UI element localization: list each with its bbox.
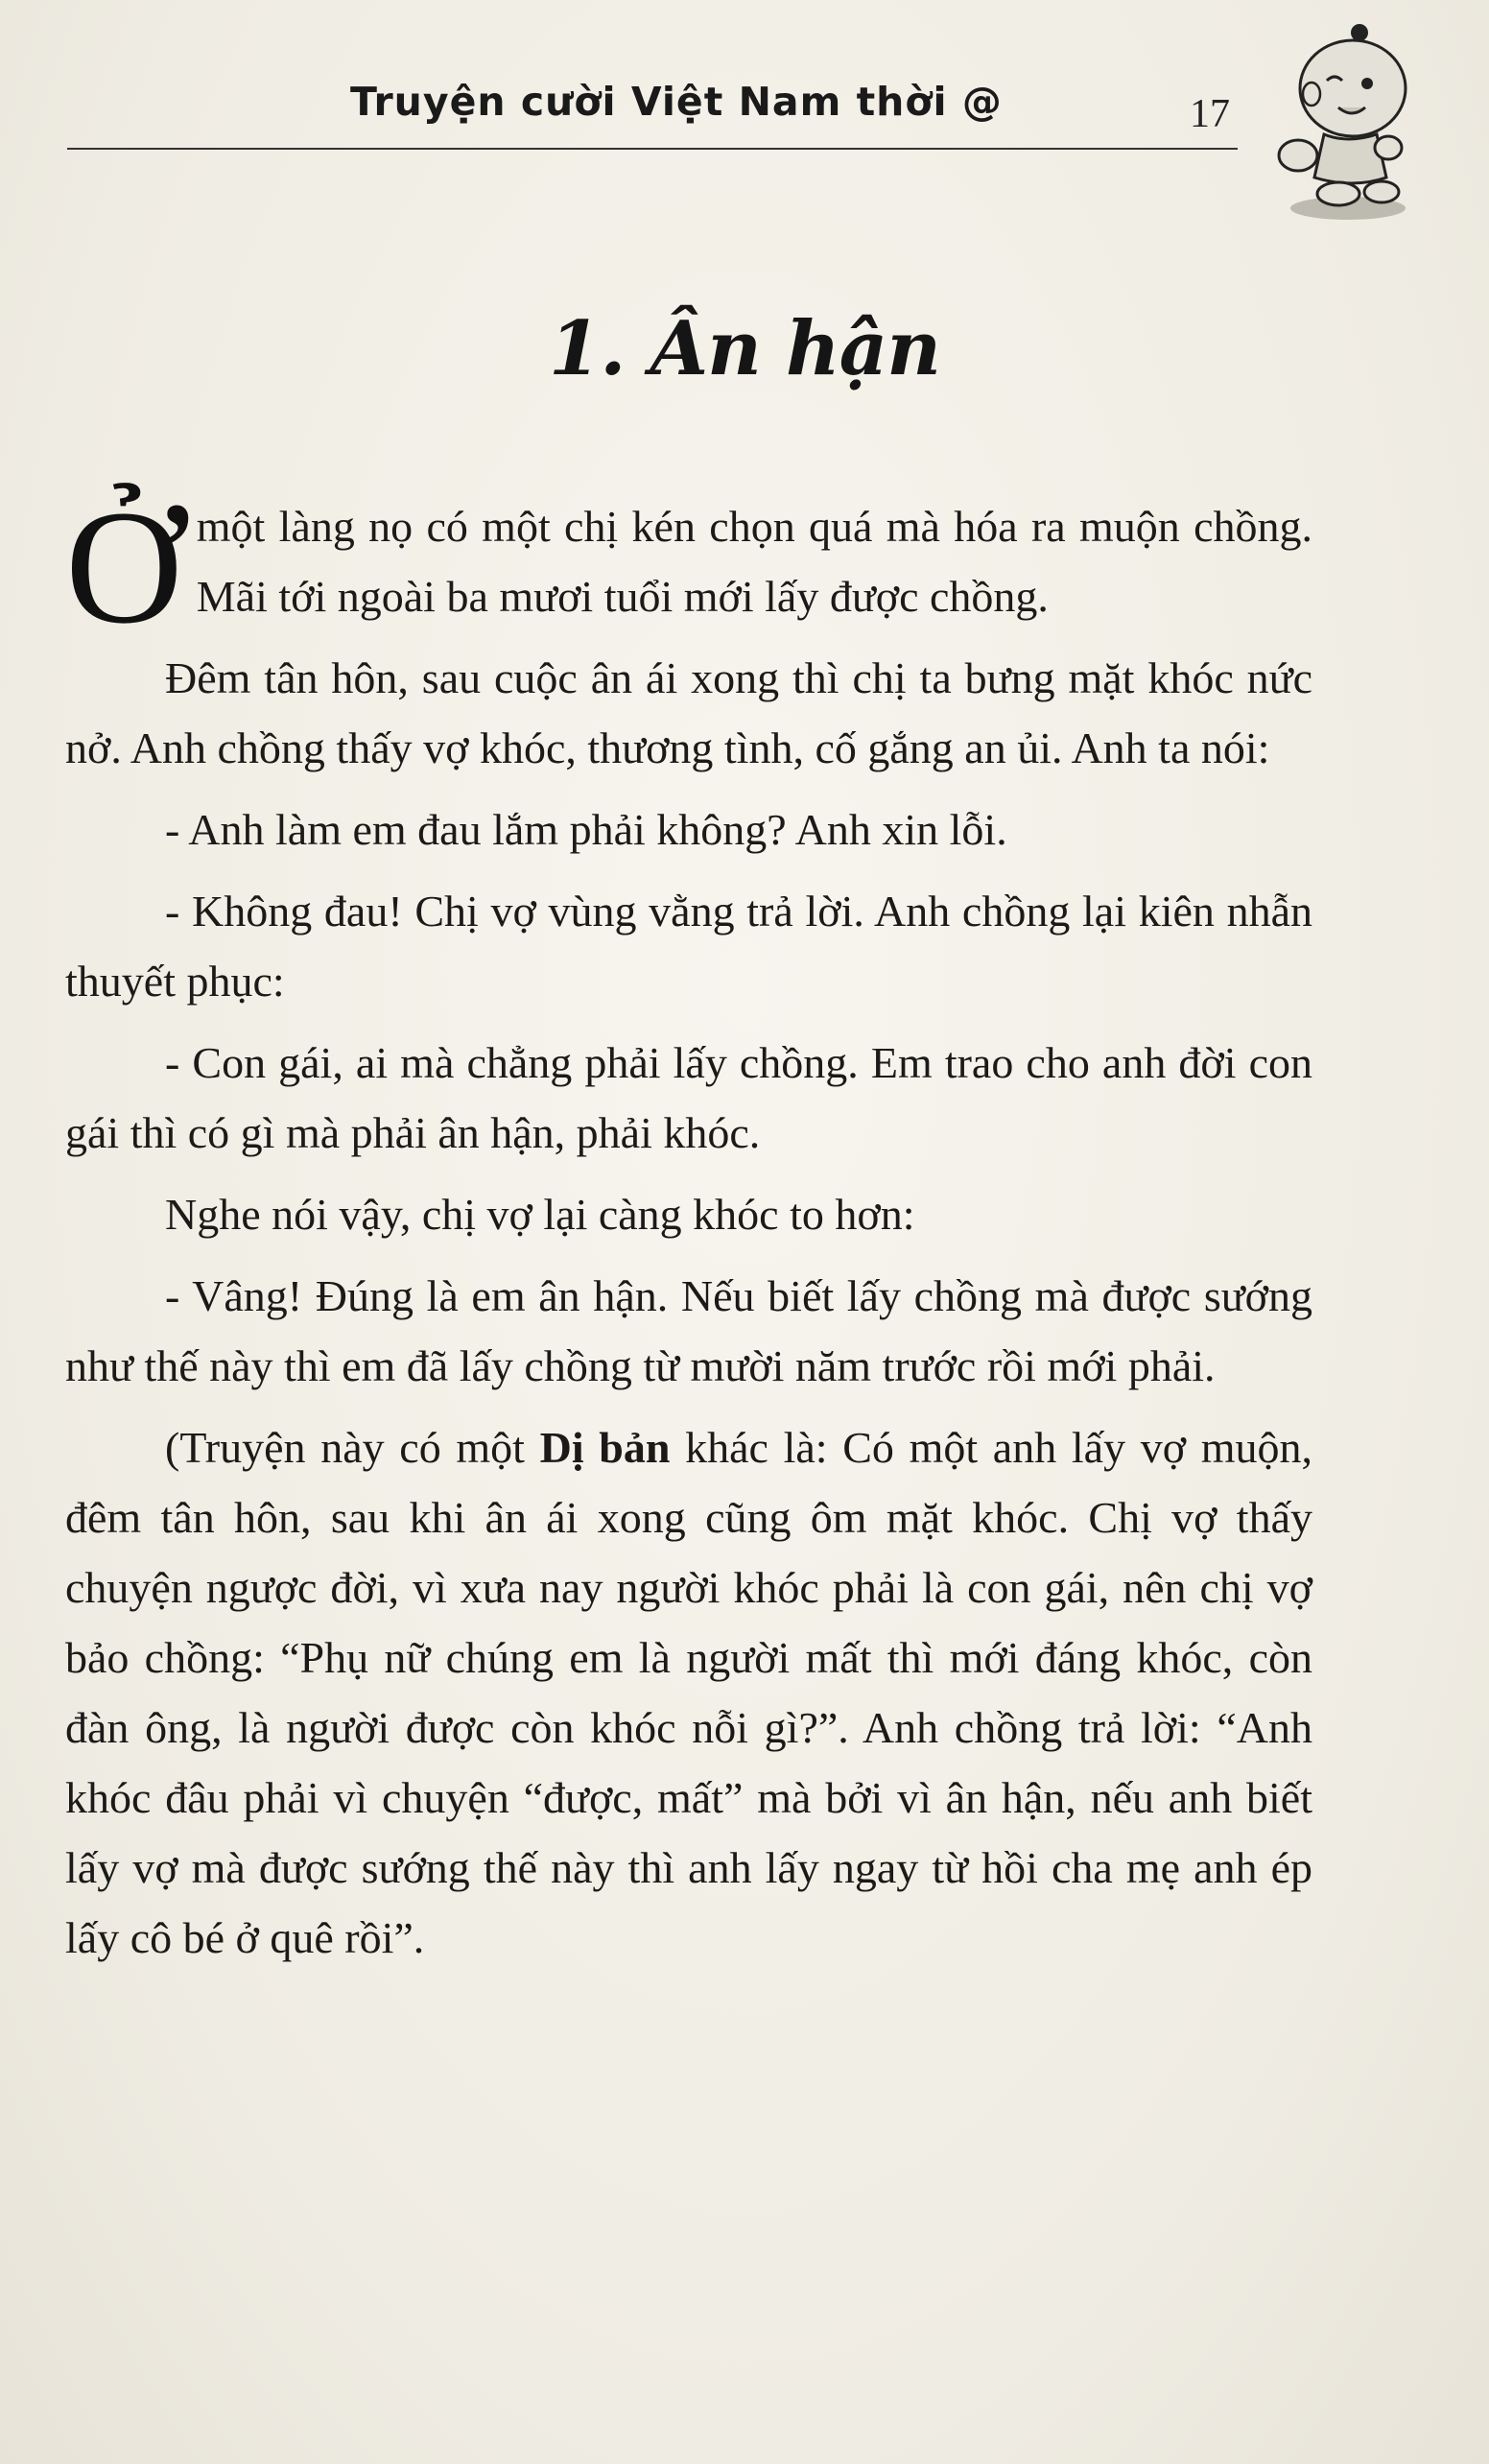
paragraph-8-rest: khác là: Có một anh lấy vợ muộn, đêm tân hôn, sau khi ân ái xong cũng ôm mặt khóc. Chị vợ thấy chuyện ngược đời, vì xưa nay người khóc phải là con gái, nên chị vợ bảo chồng: “Phụ nữ chúng em là người mất thì mới đáng khóc, còn đàn ông, là người được còn khóc nỗi gì?”. Anh chồng trả lời: “Anh khóc đâu phải vì chuyện “được, mất” mà bởi vì ân hận, nếu anh biết lấy vợ mà được sướng thế này thì anh lấy ngay từ hồi cha mẹ anh ép lấy cô bé ở quê rồi”. (65, 1423, 1313, 1962)
page-number: 17 (1190, 92, 1230, 136)
story-body (65, 477, 1313, 1984)
paragraph-7: - Vâng! Đúng là em ân hận. Nếu biết lấy chồng mà được sướng như thế này thì em đã lấy chồng từ mười năm trước rồi mới phải. (65, 1271, 1312, 1390)
variant-label: Dị bản (539, 1423, 671, 1472)
paragraph-4: - Không đau! Chị vợ vùng vằng trả lời. Anh chồng lại kiên nhẫn thuyết phục: (65, 887, 1312, 1006)
baby-mascot-icon (1271, 12, 1420, 227)
paragraph-1 (65, 477, 1312, 657)
paragraph-6: Nghe nói vậy, chị vợ lại càng khóc to hơn: (165, 1190, 915, 1239)
running-header-title: Truyện cười Việt Nam thời @ (350, 79, 1003, 125)
paragraph-3: - Anh làm em đau lắm phải không? Anh xin lỗi. (165, 805, 1007, 854)
header-rule (67, 148, 1238, 150)
paragraph-8 (65, 1412, 1312, 1973)
paragraph-5: - Con gái, ai mà chẳng phải lấy chồng. Em trao cho anh đời con gái thì có gì mà phải ân hận, phải khóc. (65, 1038, 1312, 1157)
story-title: 1. Ân hận (549, 305, 940, 392)
paragraph-2: Đêm tân hôn, sau cuộc ân ái xong thì chị ta bưng mặt khóc nức nở. Anh chồng thấy vợ khóc, thương tình, cố gắng an ủi. Anh ta nói: (65, 653, 1312, 772)
paragraph-1-text: một làng nọ có một chị kén chọn quá mà hóa ra muộn chồng. Mãi tới ngoài ba mươi tuổi mới lấy được chồng. (196, 502, 1312, 621)
drop-cap: Ở (65, 477, 183, 657)
paragraph-8-start: (Truyện này có một (165, 1423, 540, 1472)
